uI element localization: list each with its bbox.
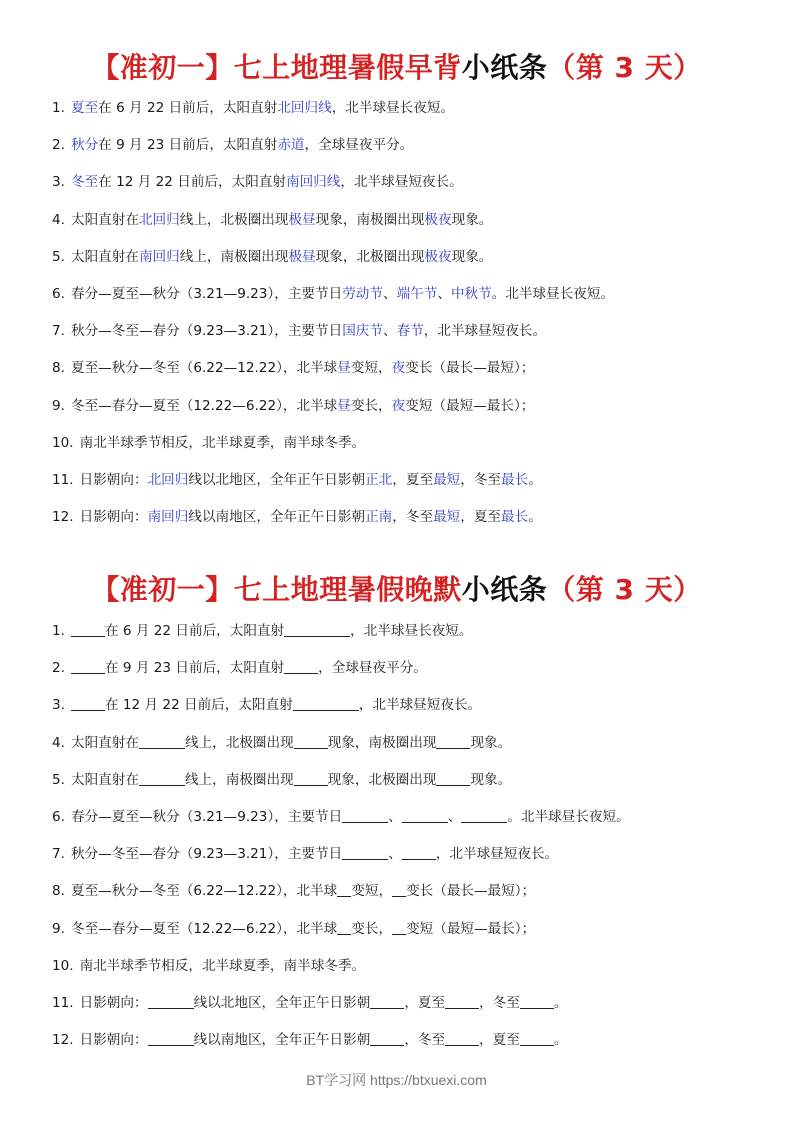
list-item bbox=[52, 762, 752, 799]
list-item bbox=[52, 873, 752, 910]
item-text: 线上，北极圈出现 bbox=[179, 211, 289, 228]
item-text: 日影朝向： bbox=[79, 1032, 148, 1049]
key-term: 夏至 bbox=[70, 100, 99, 116]
fill-in-blank[interactable] bbox=[284, 622, 350, 637]
item-text: 日影朝向： bbox=[79, 509, 148, 526]
fill-in-blank[interactable] bbox=[436, 771, 470, 786]
item-text: 。北半球昼长夜短。 bbox=[491, 285, 615, 302]
item-text: ，夏至 bbox=[460, 509, 502, 526]
item-number: 4. bbox=[52, 734, 65, 751]
item-text: 线上，南极圈出现 bbox=[184, 771, 294, 788]
footer-watermark: BT学习网 https://btxuexi.com bbox=[306, 1072, 487, 1088]
item-text: 、 bbox=[437, 285, 451, 302]
list-item bbox=[52, 276, 752, 313]
fill-in-blank[interactable] bbox=[445, 1031, 479, 1046]
key-term: 南回归 bbox=[138, 248, 180, 265]
item-text: 太阳直射在 bbox=[70, 734, 139, 751]
item-text: 变短， bbox=[350, 360, 392, 377]
fill-in-blank[interactable] bbox=[392, 920, 406, 935]
item-text: 线以南地区，全年正午日影朝 bbox=[188, 509, 366, 526]
item-number: 8. bbox=[52, 360, 65, 377]
evening-list bbox=[52, 613, 752, 1059]
item-text: 夏至—秋分—冬至（6.22—12.22），北半球 bbox=[70, 883, 338, 900]
evening-title-day: （第 3 天） bbox=[547, 573, 702, 606]
item-number: 9. bbox=[52, 397, 65, 414]
key-term: 中秋节 bbox=[450, 285, 492, 302]
morning-title-day: （第 3 天） bbox=[547, 51, 702, 84]
fill-in-blank[interactable] bbox=[337, 882, 351, 897]
item-text: 。 bbox=[528, 509, 542, 526]
fill-in-blank[interactable] bbox=[139, 771, 185, 786]
fill-in-blank[interactable] bbox=[445, 994, 479, 1009]
item-text: 在 12 月 22 日前后，太阳直射 bbox=[98, 174, 286, 191]
item-text: ，全球昼夜平分。 bbox=[304, 137, 414, 154]
list-item bbox=[52, 1022, 752, 1059]
item-number: 12. bbox=[52, 1032, 74, 1049]
item-text: 、 bbox=[383, 285, 397, 302]
key-term: 最短 bbox=[433, 471, 461, 488]
list-item bbox=[52, 499, 752, 536]
fill-in-blank[interactable] bbox=[139, 734, 185, 749]
item-text: ，夏至 bbox=[404, 994, 446, 1011]
item-text: ，北半球昼短夜长。 bbox=[358, 697, 482, 714]
item-text: 线以南地区，全年正午日影朝 bbox=[193, 1032, 371, 1049]
list-item bbox=[52, 462, 752, 499]
key-term: 南回归线 bbox=[286, 174, 341, 191]
item-text: 南北半球季节相反，北半球夏季，南半球冬季。 bbox=[79, 957, 366, 974]
item-number: 6. bbox=[52, 285, 65, 302]
item-text: 线以北地区，全年正午日影朝 bbox=[193, 994, 371, 1011]
item-text: ，北半球昼长夜短。 bbox=[350, 623, 473, 639]
item-number: 10. bbox=[52, 957, 74, 974]
key-term: 秋分 bbox=[70, 137, 99, 154]
item-text: 线上，北极圈出现 bbox=[184, 734, 294, 751]
fill-in-blank[interactable] bbox=[520, 994, 554, 1009]
item-text: 。 bbox=[528, 471, 542, 488]
item-text: 变长（最长—最短）； bbox=[405, 360, 535, 377]
item-text: 现象，北极圈出现 bbox=[327, 771, 437, 788]
list-item bbox=[52, 799, 752, 836]
item-text: 变长（最长—最短）； bbox=[406, 883, 536, 900]
key-term: 夜 bbox=[391, 360, 406, 377]
item-number: 6. bbox=[52, 808, 65, 825]
item-text: 太阳直射在 bbox=[70, 248, 139, 265]
item-text: 日影朝向： bbox=[79, 994, 148, 1011]
item-text: 太阳直射在 bbox=[70, 211, 139, 228]
key-term: 春节 bbox=[396, 323, 424, 340]
key-term: 最短 bbox=[433, 509, 461, 526]
item-number: 4. bbox=[52, 211, 65, 228]
item-text: 、 bbox=[388, 808, 402, 825]
item-text: 变长， bbox=[350, 397, 392, 414]
fill-in-blank[interactable] bbox=[148, 994, 194, 1009]
fill-in-blank[interactable] bbox=[520, 1031, 554, 1046]
fill-in-blank[interactable] bbox=[294, 771, 328, 786]
fill-in-blank[interactable] bbox=[71, 696, 105, 711]
item-text: 在 6 月 22 日前后，太阳直射 bbox=[104, 623, 285, 639]
item-text: 现象，南极圈出现 bbox=[327, 734, 437, 751]
item-text: 。 bbox=[553, 1032, 568, 1049]
list-item bbox=[52, 613, 752, 650]
key-term: 正北 bbox=[365, 471, 393, 488]
item-text: ，冬至 bbox=[460, 471, 502, 488]
item-text: 在 9 月 23 日前后，太阳直射 bbox=[104, 660, 285, 677]
fill-in-blank[interactable] bbox=[294, 734, 328, 749]
item-text: 线以北地区，全年正午日影朝 bbox=[188, 471, 366, 488]
item-text: 春分—夏至—秋分（3.21—9.23），主要节日 bbox=[70, 808, 343, 825]
key-term: 最长 bbox=[501, 471, 529, 488]
list-item bbox=[52, 164, 752, 201]
fill-in-blank[interactable] bbox=[337, 920, 351, 935]
key-term: 极昼 bbox=[288, 211, 316, 228]
key-term: 端午节 bbox=[396, 285, 438, 302]
item-text: 。北半球昼长夜短。 bbox=[507, 808, 630, 825]
item-text: ，夏至 bbox=[392, 471, 434, 488]
item-text: 夏至—秋分—冬至（6.22—12.22），北半球 bbox=[70, 360, 338, 377]
item-text: 。 bbox=[553, 994, 568, 1011]
morning-title-main: 【准初一】七上地理暑假早背 bbox=[91, 51, 462, 84]
key-term: 国庆节 bbox=[342, 323, 383, 340]
item-text: 变短（最短—最长）； bbox=[406, 920, 536, 937]
key-term: 昼 bbox=[337, 360, 351, 377]
key-term: 北回归 bbox=[147, 471, 189, 488]
item-number: 1. bbox=[52, 100, 65, 116]
key-term: 极昼 bbox=[288, 248, 316, 265]
key-term: 正南 bbox=[365, 509, 393, 526]
list-item bbox=[52, 836, 752, 873]
item-text: 太阳直射在 bbox=[70, 771, 139, 788]
item-text: ，北半球昼短夜长。 bbox=[423, 323, 547, 340]
item-number: 3. bbox=[52, 697, 65, 714]
item-number: 10. bbox=[52, 434, 74, 451]
item-text: 线上，南极圈出现 bbox=[179, 248, 289, 265]
list-item bbox=[52, 425, 752, 462]
fill-in-blank[interactable] bbox=[342, 808, 388, 823]
item-text: ，冬至 bbox=[392, 509, 434, 526]
list-item bbox=[52, 985, 752, 1022]
key-term: 极夜 bbox=[424, 211, 452, 228]
item-text: 在 6 月 22 日前后，太阳直射 bbox=[98, 100, 278, 116]
fill-in-blank[interactable] bbox=[71, 659, 105, 674]
item-number: 11. bbox=[52, 471, 74, 488]
item-text: 变长， bbox=[351, 920, 393, 937]
item-text: 变短（最短—最长）； bbox=[405, 397, 535, 414]
fill-in-blank[interactable] bbox=[402, 845, 436, 860]
fill-in-blank[interactable] bbox=[392, 882, 406, 897]
item-text: 秋分—冬至—春分（9.23—3.21），主要节日 bbox=[70, 323, 343, 340]
item-text: 现象，南极圈出现 bbox=[315, 211, 425, 228]
key-term: 赤道 bbox=[277, 137, 305, 154]
item-number: 5. bbox=[52, 771, 65, 788]
item-number: 3. bbox=[52, 174, 65, 191]
fill-in-blank[interactable] bbox=[370, 994, 404, 1009]
fill-in-blank[interactable] bbox=[71, 622, 105, 637]
list-item bbox=[52, 687, 752, 724]
item-text: 现象。 bbox=[451, 211, 493, 228]
fill-in-blank[interactable] bbox=[436, 734, 470, 749]
fill-in-blank[interactable] bbox=[284, 659, 318, 674]
item-text: 现象。 bbox=[470, 734, 512, 751]
item-text: 、 bbox=[447, 808, 462, 825]
item-text: 变短， bbox=[351, 883, 393, 900]
list-item bbox=[52, 313, 752, 350]
item-number: 9. bbox=[52, 920, 65, 937]
item-text: ，北半球昼短夜长。 bbox=[435, 846, 559, 863]
item-text: 现象。 bbox=[451, 248, 493, 265]
item-text: 南北半球季节相反，北半球夏季，南半球冬季。 bbox=[79, 434, 366, 451]
list-item bbox=[52, 388, 752, 425]
fill-in-blank[interactable] bbox=[342, 845, 388, 860]
item-text: ，全球昼夜平分。 bbox=[318, 660, 427, 677]
list-item bbox=[52, 911, 752, 948]
list-item bbox=[52, 239, 752, 276]
evening-title bbox=[0, 568, 793, 608]
item-text: 在 12 月 22 日前后，太阳直射 bbox=[104, 697, 293, 714]
item-number: 7. bbox=[52, 846, 65, 863]
list-item bbox=[52, 650, 752, 687]
key-term: 夜 bbox=[391, 397, 406, 414]
fill-in-blank[interactable] bbox=[402, 808, 448, 823]
item-text: ，冬至 bbox=[479, 994, 520, 1011]
item-text: 现象。 bbox=[470, 771, 512, 788]
item-number: 2. bbox=[52, 660, 65, 677]
fill-in-blank[interactable] bbox=[293, 696, 359, 711]
item-number: 12. bbox=[52, 509, 74, 526]
item-text: ，北半球昼长夜短。 bbox=[331, 100, 455, 116]
item-text: 冬至—春分—夏至（12.22—6.22），北半球 bbox=[70, 920, 338, 937]
fill-in-blank[interactable] bbox=[461, 808, 507, 823]
key-term: 北回归线 bbox=[277, 100, 332, 116]
item-number: 1. bbox=[52, 623, 65, 639]
key-term: 昼 bbox=[337, 397, 351, 414]
item-text: 秋分—冬至—春分（9.23—3.21），主要节日 bbox=[70, 846, 343, 863]
key-term: 极夜 bbox=[424, 248, 452, 265]
list-item bbox=[52, 948, 752, 985]
key-term: 冬至 bbox=[70, 174, 99, 191]
item-text: ，夏至 bbox=[479, 1032, 520, 1049]
evening-title-main: 【准初一】七上地理暑假晚默 bbox=[91, 573, 462, 606]
list-item bbox=[52, 202, 752, 239]
item-text: 、 bbox=[388, 846, 402, 863]
item-number: 8. bbox=[52, 883, 65, 900]
morning-list bbox=[52, 90, 752, 536]
morning-title bbox=[0, 46, 793, 86]
item-text: 现象，北极圈出现 bbox=[315, 248, 425, 265]
key-term: 劳动节 bbox=[342, 285, 383, 302]
item-text: 在 9 月 23 日前后，太阳直射 bbox=[98, 137, 278, 154]
item-text: ，冬至 bbox=[404, 1032, 446, 1049]
list-item bbox=[52, 350, 752, 387]
item-number: 2. bbox=[52, 137, 65, 154]
morning-title-note: 小纸条 bbox=[461, 51, 548, 84]
item-number: 5. bbox=[52, 248, 65, 265]
item-text: 日影朝向： bbox=[79, 471, 148, 488]
evening-title-note: 小纸条 bbox=[461, 573, 548, 606]
item-number: 7. bbox=[52, 323, 65, 340]
list-item bbox=[52, 725, 752, 762]
key-term: 北回归 bbox=[138, 211, 180, 228]
item-text: ，北半球昼短夜长。 bbox=[340, 174, 463, 191]
fill-in-blank[interactable] bbox=[370, 1031, 404, 1046]
list-item bbox=[52, 127, 752, 164]
key-term: 南回归 bbox=[147, 509, 189, 526]
fill-in-blank[interactable] bbox=[148, 1031, 194, 1046]
item-text: 冬至—春分—夏至（12.22—6.22），北半球 bbox=[70, 397, 338, 414]
item-number: 11. bbox=[52, 994, 74, 1011]
item-text: 、 bbox=[383, 323, 397, 340]
item-text: 春分—夏至—秋分（3.21—9.23），主要节日 bbox=[70, 285, 343, 302]
list-item bbox=[52, 90, 752, 127]
key-term: 最长 bbox=[501, 509, 529, 526]
